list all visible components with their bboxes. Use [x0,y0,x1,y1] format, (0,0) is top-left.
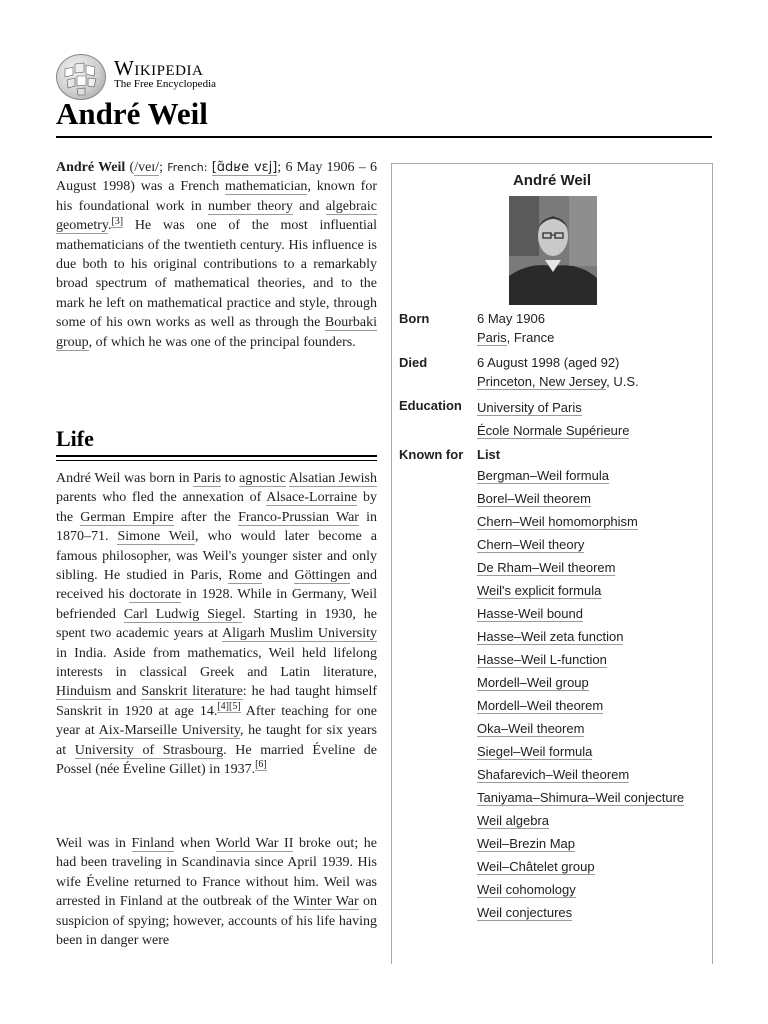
died-date: 6 August 1998 (aged 92) [477,355,620,370]
known-for-link[interactable]: Weil–Châtelet group [477,859,595,874]
died-label: Died [399,355,428,370]
link-rome[interactable]: Rome [228,568,262,584]
list-item [477,882,684,905]
section-heading-life: Life [56,426,94,451]
wikipedia-tagline: The Free Encyclopedia [114,78,217,90]
list-item [477,629,684,652]
known-for-link[interactable]: Hasse–Weil zeta function [477,629,624,644]
born-place [477,330,554,345]
text: He was one of the most influential mathematicians of the twentieth century. His influence is due both to his original contributions to a remarkably broad spectrum of mathematical theories, and to the mark he left on mathematical practice and style, through some of his own works as well as through the [56,218,377,331]
text: parents who fled the annexation of [56,490,267,506]
known-for-link[interactable]: Siegel–Weil formula [477,744,593,759]
text: André Weil was born in [56,471,194,486]
link-finland[interactable]: Finland [131,836,175,851]
born-date: 6 May 1906 [477,311,545,326]
text: and [111,684,142,700]
link-hinduism[interactable]: Hinduism [56,684,112,700]
text: . Starting in 1930, he spent two academic years at [56,606,378,642]
text: in 1870–71. [56,509,378,545]
known-for-link[interactable]: Weil algebra [477,813,550,828]
list-item [477,859,684,882]
text: and [292,198,326,214]
text: after the [173,509,239,525]
known-for-link[interactable]: Weil cohomology [477,882,576,897]
text: . He married Éveline de Possel (née Éveline Gillet) in 1937. [56,742,377,778]
link-aix-marseille-university[interactable]: Aix-Marseille University [98,723,240,739]
text: ; 6 May 1906 – 6 August 1998) was a French [56,160,377,195]
link-born-city[interactable]: Paris [477,330,507,345]
link-number-theory[interactable]: number theory [208,198,293,214]
reference-4-5[interactable]: [4][5] [217,701,241,713]
died-country: , U.S. [606,374,639,389]
link-alsatian-jewish[interactable]: Alsatian Jewish [288,471,378,486]
wikipedia-wordmark: Wikipedia [114,56,204,80]
known-for-link[interactable]: Hasse–Weil L-function [477,652,607,667]
link-winter-war[interactable]: Winter War [293,894,359,910]
text: and [261,568,295,584]
education-item [477,400,582,415]
text: by the [56,490,378,525]
list-item [477,813,684,836]
infobox-title: André Weil [512,172,592,189]
section-divider [56,455,377,457]
life-paragraph-2 [56,834,377,950]
list-item [477,652,684,675]
known-for-link[interactable]: Weil's explicit formula [477,583,602,598]
known-for-link[interactable]: Shafarevich–Weil theorem [477,767,630,782]
list-item [477,606,684,629]
list-item [477,767,684,790]
intro-paragraph [56,158,377,352]
portrait-photo[interactable] [509,196,597,305]
ipa-link[interactable]: [ɑ̃dʁe vɛj] [211,160,278,175]
link-alsace-lorraine[interactable]: Alsace-Lorraine [266,490,358,506]
link-german-empire[interactable]: German Empire [80,509,174,525]
link-died-city[interactable]: Princeton, New Jersey [477,374,607,389]
link-paris[interactable]: Paris [193,471,222,486]
text: , of which he was one of the principal founders. [88,334,356,350]
text: , who would later become a famous philosopher, was Weil's younger sister and only sibling. He studied in Paris, [56,529,377,584]
link-world-war-ii[interactable]: World War II [215,836,294,851]
pronunciation-link[interactable]: /veɪ/ [134,160,160,175]
text: when [174,836,216,851]
text: , he taught for six years at [56,723,377,758]
died-place [477,374,639,389]
known-for-link[interactable]: Borel–Weil theorem [477,491,591,506]
born-country: , France [506,330,555,345]
text: in India. Aside from mathematics, Weil held lifelong interests in classical Greek and Latin literature, [56,645,377,681]
link-education-2[interactable]: École Normale Supérieure [477,423,630,438]
known-for-link[interactable]: De Rham–Weil theorem [477,560,616,575]
link-gottingen[interactable]: Göttingen [294,568,351,584]
french-label: French: [167,161,208,174]
link-carl-ludwig-siegel[interactable]: Carl Ludwig Siegel [123,606,243,622]
link-agnostic[interactable]: agnostic [239,471,286,486]
text: After teaching for one year at [56,703,377,739]
link-sanskrit-literature[interactable]: Sanskrit literature [141,684,243,700]
text: . [107,218,112,234]
born-label: Born [399,311,430,326]
education-label: Education [399,398,462,413]
text: and received his [56,568,377,603]
subject-name: André Weil [56,160,126,175]
list-item [477,836,684,859]
link-algebraic-geometry[interactable]: algebraic geometry [56,198,377,234]
link-simone-weil[interactable]: Simone Weil [117,529,196,545]
link-mathematician[interactable]: mathematician [225,179,308,195]
known-for-link[interactable]: Weil conjectures [477,905,573,920]
text: : he had taught himself Sanskrit in 1920 at age 14. [56,684,377,719]
text: to [221,471,240,486]
life-paragraph-1 [56,469,377,780]
list-item [477,905,684,928]
text: ( [125,160,135,175]
text: ; [159,160,168,175]
list-item [477,698,684,721]
known-for-link[interactable]: Taniyama–Shimura–Weil conjecture [477,790,685,805]
list-item [477,790,684,813]
list-item [477,583,684,606]
list-item [477,537,684,560]
wikipedia-globe-logo[interactable] [56,54,106,100]
known-for-list [477,468,684,928]
known-for-link[interactable]: Bergman–Weil formula [477,468,609,483]
text: on suspicion of spying; however, accounts of his life having been in danger were [56,894,378,949]
link-aligarh-muslim-university[interactable]: Aligarh Muslim University [222,626,377,642]
list-item [477,514,684,537]
link-bourbaki-group[interactable]: Bourbaki group [56,315,377,350]
page-title: André Weil [56,96,208,131]
known-for-link[interactable]: Chern–Weil theory [477,537,585,552]
list-item [477,744,684,767]
known-for-list-label: List [477,447,501,462]
known-for-link[interactable]: Oka–Weil theorem [477,721,585,736]
link-education-1[interactable]: University of Paris [477,400,582,415]
title-divider [56,136,712,138]
infobox [391,163,713,964]
known-for-label: Known for [399,447,464,462]
list-item [477,468,684,491]
known-for-link[interactable]: Hasse-Weil bound [477,606,583,621]
text: broke out; he had been traveling in Scandinavia since April 1939. His wife Éveline returned to France without him. Weil was arrested in Finland at the outbreak of the [56,836,378,910]
text: in 1928. While in Germany, Weil befriended [56,587,378,622]
list-item [477,491,684,514]
known-for-link[interactable]: Mordell–Weil theorem [477,698,604,713]
education-item [477,423,629,438]
text: Weil was in [56,836,132,851]
link-university-of-strasbourg[interactable]: University of Strasbourg [74,742,224,758]
known-for-link[interactable]: Weil–Brezin Map [477,836,576,851]
list-item [477,560,684,583]
list-item [477,721,684,744]
known-for-link[interactable]: Chern–Weil homomorphism [477,514,638,529]
link-franco-prussian-war[interactable]: Franco-Prussian War [238,509,359,525]
known-for-link[interactable]: Mordell–Weil group [477,675,589,690]
list-item [477,675,684,698]
text: , known for his foundational work in [56,179,377,214]
reference-6[interactable]: [6] [255,759,267,771]
reference-3[interactable]: [3] [111,215,124,227]
section-divider-thin [56,460,377,461]
link-doctorate[interactable]: doctorate [129,587,182,603]
